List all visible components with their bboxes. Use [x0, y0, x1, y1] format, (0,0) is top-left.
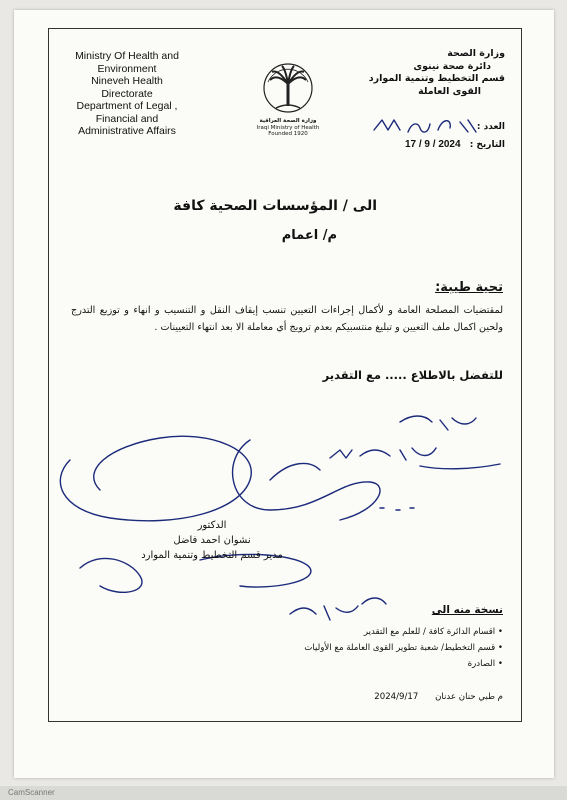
- signatory-position: مدير قسم التخطيط وتنمية الموارد: [141, 550, 283, 561]
- header-line: Department of Legal ,: [76, 100, 178, 112]
- number-label: العدد :: [476, 122, 505, 132]
- english-header: [62, 50, 192, 138]
- palm-tree-icon: [254, 60, 322, 116]
- closing-line: للتفضل بالاطلاع ..... مع التقدير: [322, 368, 503, 382]
- logo-caption-en: Iraqi Ministry of Health: [256, 125, 320, 131]
- list-item: • اقسام الدائرة كافة / للعلم مع التقدير: [243, 624, 503, 640]
- copies-title: نسخة منه الى: [431, 604, 503, 616]
- scanner-watermark: CamScanner: [0, 786, 567, 800]
- ministry-logo: [254, 60, 322, 140]
- date-label: التاريخ :: [469, 140, 505, 150]
- handwritten-number-mark: [368, 112, 488, 140]
- header-line: دائرة صحة نينوى: [413, 60, 491, 72]
- list-item: • قسم التخطيط/ شعبة تطوير القوى العاملة مع الأوليات: [243, 640, 503, 656]
- header-line: قسم التخطيط وتنمية الموارد: [368, 73, 505, 84]
- addressee: الى / المؤسسات الصحية كافة: [173, 198, 377, 214]
- header-line: Financial and: [95, 112, 159, 125]
- header-line: Directorate: [101, 87, 153, 100]
- list-item: • الصادرة: [243, 656, 503, 672]
- subject: م/ اعمام: [281, 228, 337, 243]
- header-line: Nineveh Health: [91, 75, 163, 87]
- footer-author: م طبي حنان عدنان: [435, 692, 503, 702]
- header-line: Ministry Of Health and: [75, 50, 179, 62]
- header-line: وزارة الصحة: [447, 48, 505, 59]
- signature-block: [112, 518, 312, 563]
- header-line: Environment: [97, 62, 157, 75]
- copies-list: [243, 624, 503, 672]
- signatory-title: الدكتور: [197, 520, 227, 531]
- greeting: تحية طيبة:: [435, 280, 503, 295]
- arabic-header: [355, 48, 505, 98]
- date-value: 2024 / 9 / 17: [404, 139, 461, 150]
- logo-caption-ar: وزارة الصحة العراقية: [259, 118, 317, 124]
- footer-note: [374, 692, 503, 702]
- header-line: Administrative Affairs: [78, 125, 176, 137]
- header-line: القوى العاملة: [418, 85, 481, 97]
- footer-date: 2024/9/17: [374, 692, 419, 702]
- letter-body: لمقتضيات المصلحة العامة و لأكمال إجراءات التعيين تنسب إيقاف النقل و التنسيب و انهاء و توزيع التدرج ولحين اكمال ملف التعيين و تبليغ منتسبيكم بعدم ترويج أي معاملة الا بعد انتهاء التعيينات .: [71, 305, 503, 333]
- signatory-name: نشوان احمد فاضل: [173, 535, 251, 546]
- logo-caption-year: Founded 1920: [268, 131, 308, 137]
